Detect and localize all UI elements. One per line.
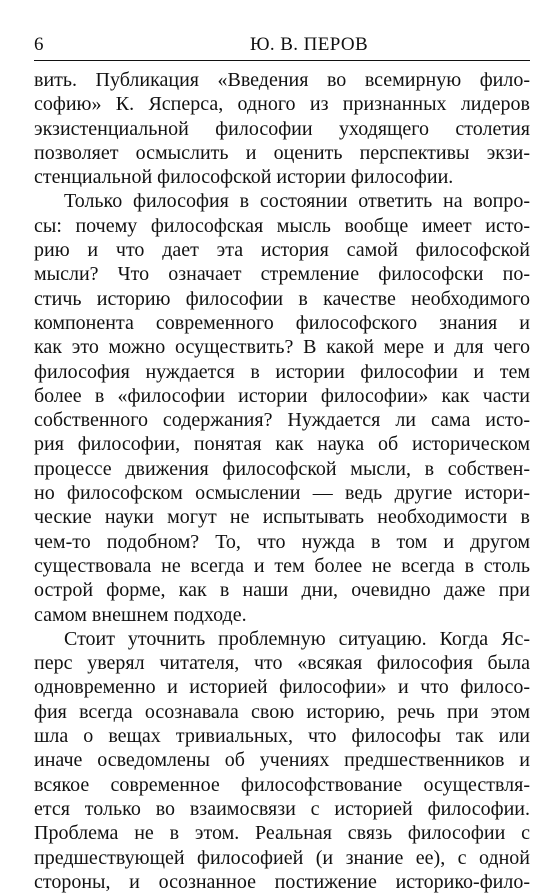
text-line: шла о вещах тривиальных, что философы так или: [34, 725, 530, 748]
paragraph: [34, 68, 530, 189]
text-line: ческие науки могут не испытывать необходимости в: [34, 506, 530, 529]
text-line: но философском осмыслении — ведь другие истори-: [34, 482, 530, 505]
text-line: ется только во взаимосвязи с историей философии.: [34, 797, 530, 820]
text-line: одновременно и историей философии» и что филосо-: [34, 676, 530, 699]
running-head-author: Ю. В. ПЕРОВ: [250, 34, 369, 55]
text-line: стороны, и осознанное постижение историко-фило-: [34, 870, 530, 893]
text-line: Только философия в состоянии ответить на вопро-: [64, 190, 530, 213]
text-line: фия всегда осознавала свою историю, речь при этом: [34, 700, 530, 723]
text-line: Стоит уточнить проблемную ситуацию. Когда Яс-: [64, 627, 530, 650]
text-line: как это можно осуществить? В какой мере и для чего: [34, 336, 530, 359]
paragraph: [34, 627, 530, 894]
text-line: существовала не всегда и тем более не всегда в столь: [34, 554, 530, 577]
text-line: позволяет осмыслить и оценить перспективы экзи-: [34, 141, 530, 164]
text-line: рию и что дает эта история самой философской: [34, 239, 530, 262]
text-line: процессе движения философской мысли, в собствен-: [34, 457, 530, 480]
text-line: мысли? Что означает стремление философски по-: [34, 263, 530, 286]
text-line: более в «философии истории философии» как части: [34, 384, 530, 407]
text-line: всякое современное философствование осуществля-: [34, 773, 530, 796]
body-text: [34, 68, 530, 894]
text-line: собственного содержания? Нуждается ли сама исто-: [34, 409, 530, 432]
text-line: компонента современного философского знания и: [34, 311, 530, 334]
text-line: сы: почему философская мысль вообще имеет исто-: [34, 214, 530, 237]
text-line: экзистенциальной философии уходящего столетия: [34, 117, 530, 140]
paragraph: [34, 189, 530, 626]
text-line: иначе осведомлены об учениях предшественников и: [34, 749, 530, 772]
text-line: чем-то подобном? То, что нужда в том и другом: [34, 530, 530, 553]
text-line: рия философии, понятая как наука об историческом: [34, 433, 530, 456]
page-number: 6: [34, 34, 44, 55]
text-line: вить. Публикация «Введения во всемирную фило-: [34, 69, 530, 91]
text-line: стенциальной философской истории философии.: [34, 166, 454, 189]
page-header: [34, 34, 530, 60]
text-line: философия нуждается в истории философии и тем: [34, 360, 530, 383]
text-line: Проблема не в этом. Реальная связь философии с: [34, 822, 530, 845]
header-rule: [34, 60, 530, 61]
text-line: острой форме, как в наши дни, очевидно даже при: [34, 579, 530, 602]
text-line: предшествующей философией (и знание ее), с одной: [34, 846, 530, 869]
text-line: стичь историю философии в качестве необходимого: [34, 287, 530, 310]
text-line: софию» К. Ясперса, одного из признанных лидеров: [34, 93, 530, 116]
text-line: перс уверял читателя, что «всякая философия была: [34, 652, 530, 675]
text-line: самом внешнем подходе.: [34, 603, 247, 626]
